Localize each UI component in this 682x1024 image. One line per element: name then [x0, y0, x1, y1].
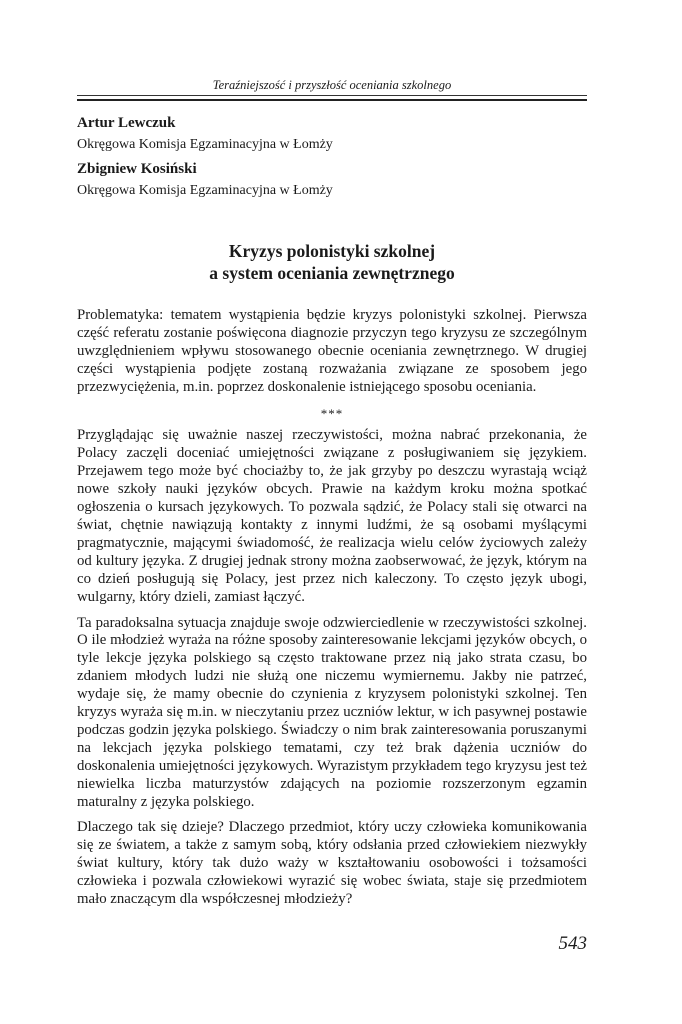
author-affiliation: Okręgowa Komisja Egzaminacyjna w Łomży: [77, 183, 333, 198]
author-name: Artur Lewczuk: [77, 115, 176, 131]
article-body: [77, 307, 587, 917]
article-title: [77, 240, 587, 284]
abstract-paragraph: Problematyka: tematem wystąpienia będzie kryzys polonistyki szkolnej. Pierwsza część referatu zostanie poświęcona diagnozie przyczyn tego kryzysu ze szczególnym uwzględnieniem wpływu stosowanego obecnie oceniania zewnętrznego. W drugiej części wystąpienia podjęte zostaną rozważania związane ze sposobem jego przezwyciężenia, m.in. poprzez doskonalenie istniejącego sposobu oceniania.: [77, 307, 587, 395]
author-affiliation: Okręgowa Komisja Egzaminacyjna w Łomży: [77, 137, 333, 152]
section-separator: ***: [320, 405, 344, 421]
body-paragraph: Przyglądając się uważnie naszej rzeczywistości, można nabrać przekonania, że Polacy zaczęli doceniać umiejętności związane z posługiwaniem się językiem. Przejawem tego może być chociażby to, że jak grzyby po deszczu wyrastają wciąż nowe szkoły nauki języków obcych. Prawie na każdym kroku można spotkać ogłoszenia o kursach językowych. To pozwala sądzić, że Polacy stali się otwarci na świat, chętnie nawiązują kontakty z innymi ludźmi, że są osobami myślącymi pragmatycznie, mającymi świadomość, że realizacja wielu celów życiowych zależy od kultury języka. Z drugiej jednak strony można zaobserwować, że język, którym na co dzień posługują się Polacy, jest przez nich kaleczony. To często język ubogi, wulgarny, który dzieli, zamiast łączyć.: [77, 427, 587, 605]
header-rule-thick: [77, 99, 587, 101]
body-paragraph: Ta paradoksalna sytuacja znajduje swoje odzwierciedlenie w rzeczywistości szkolnej. O ile młodzież wyraża na różne sposoby zainteresowanie lekcjami języków obcych, o tyle lekcje języka polskiego są często traktowane przez nią jako strata czasu, bo zdaniem młodych ludzi nie służą one niczemu wymiernemu. Jakby nie patrzeć, wydaje się, że mamy obecnie do czynienia z kryzysem polonistyki szkolnej. Ten kryzys wyraża się m.in. w nieczytaniu przez uczniów lektur, w ich pasywnej postawie podczas godzin języka polskiego. Świadczy o nim brak zainteresowania poruszanymi na lekcjach języka polskiego tematami, czy też brak dążenia uczniów do doskonalenia umiejętności językowych. Wyrazistym przykładem tego kryzysu jest też niewielka liczba maturzystów zdających na poziomie rozszerzonym egzamin maturalny z języka polskiego.: [77, 614, 587, 810]
author-entry: [77, 113, 587, 155]
author-entry: [77, 159, 587, 201]
header-rule-thin: [77, 95, 587, 96]
page-number: 543: [558, 933, 587, 954]
article-title-line-2: a system oceniania zewnętrznego: [209, 263, 455, 283]
authors-block: [77, 113, 587, 205]
article-title-line-1: Kryzys polonistyki szkolnej: [228, 241, 436, 261]
author-name: Zbigniew Kosiński: [77, 161, 197, 177]
running-header: Teraźniejszość i przyszłość oceniania szkolnego: [212, 78, 452, 92]
body-paragraph: Dlaczego tak się dzieje? Dlaczego przedmiot, który uczy człowieka komunikowania się ze światem, a także z samym sobą, który odsłania przed człowiekiem niezwykły świat kultury, który tak dużo waży w kształtowaniu osobowości i tożsamości człowieka i pozwala człowiekowi wyrazić się wobec świata, staje się przedmiotem mało znaczącym dla współczesnej młodzieży?: [77, 819, 587, 908]
page: [77, 0, 587, 1024]
